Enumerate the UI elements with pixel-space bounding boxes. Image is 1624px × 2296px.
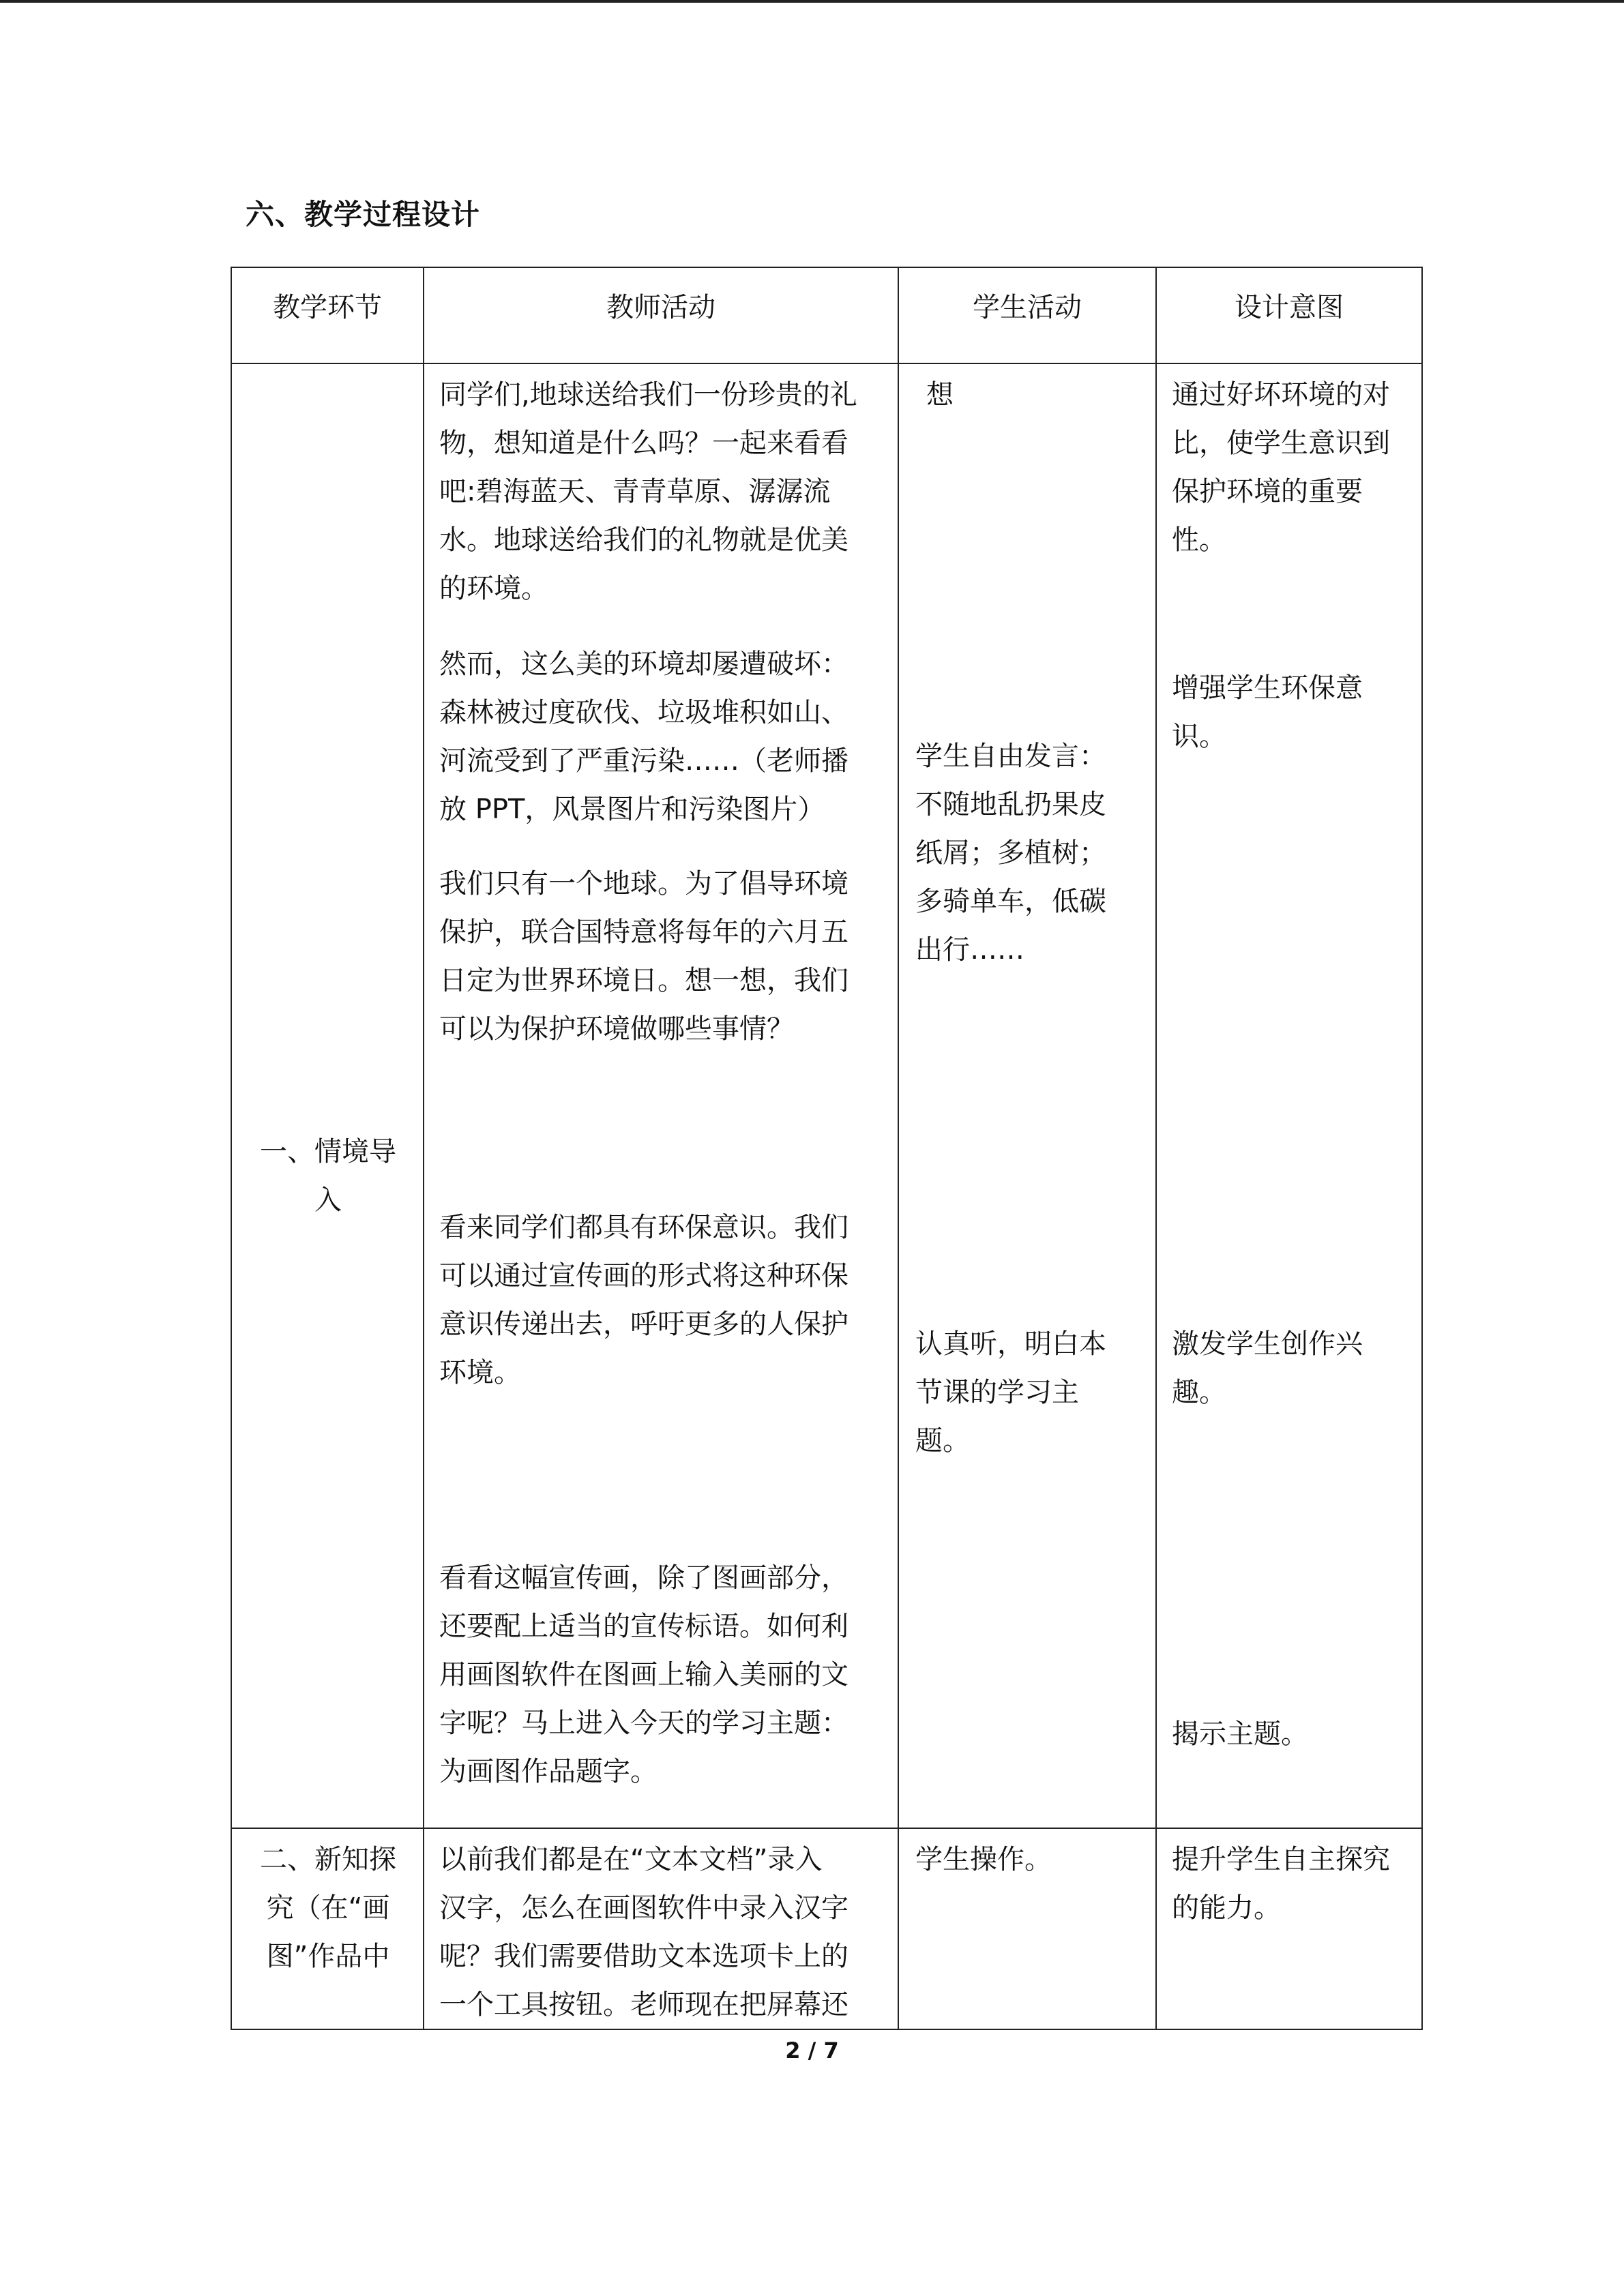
page-top-border [0, 0, 1624, 3]
teacher-paragraph: 以前我们都是在“文本文档”录入 汉字，怎么在画图软件中录入汉字 呢？我们需要借助文本选项卡上的 一个工具按钮。老师现在把屏幕还 [439, 1844, 848, 2021]
teacher-paragraph: 看看这幅宣传画，除了图画部分， 还要配上适当的宣传标语。如何利 用画图软件在图画上输入美丽的文 字呢？马上进入今天的学习主题： 为画图作品题字。 [439, 1562, 848, 1787]
header-teacher-activity: 教师活动 [424, 267, 898, 363]
student-activity-cell [898, 1828, 1156, 2029]
page-number: 2 / 7 [785, 2038, 839, 2063]
student-paragraph: 认真听，明白本 节课的学习主 题。 [915, 1328, 1106, 1457]
stage-label: 二、新知探 究（在“画 图”作品中 [260, 1844, 396, 1972]
stage-cell [231, 363, 424, 1828]
stage-cell [231, 1828, 424, 2029]
teacher-paragraph: 同学们,地球送给我们一份珍贵的礼 物，想知道是什么吗？一起来看看 吧:碧海蓝天、青青草原、潺潺流 水。地球送给我们的礼物就是优美 的环境。 [439, 379, 857, 604]
intent-paragraph: 提升学生自主探究 的能力。 [1172, 1844, 1390, 1924]
teacher-activity-cell [424, 363, 898, 1828]
header-design-intent: 设计意图 [1156, 267, 1422, 363]
design-intent-cell [1156, 363, 1422, 1828]
intent-paragraph: 激发学生创作兴 趣。 [1172, 1328, 1363, 1408]
header-stage: 教学环节 [231, 267, 424, 363]
stage-label: 一、情境导 入 [260, 1136, 396, 1216]
student-paragraph: 学生操作。 [915, 1844, 1052, 1875]
teacher-paragraph: 看来同学们都具有环保意识。我们 可以通过宣传画的形式将这种环保 意识传递出去，呼吁更多的人保护 环境。 [439, 1212, 848, 1388]
table-row [231, 1828, 1422, 2029]
teacher-activity-cell [424, 1828, 898, 2029]
student-activity-cell [898, 363, 1156, 1828]
teacher-paragraph: 然而，这么美的环境却屡遭破坏： 森林被过度砍伐、垃圾堆积如山、 河流受到了严重污染……（老师播 放 PPT，风景图片和污染图片） [439, 648, 848, 825]
table-header-row [231, 267, 1422, 363]
intent-paragraph: 揭示主题。 [1172, 1718, 1308, 1750]
teaching-process-table [231, 267, 1423, 2030]
design-intent-cell [1156, 1828, 1422, 2029]
header-student-activity: 学生活动 [898, 267, 1156, 363]
intent-paragraph: 通过好坏环境的对 比，使学生意识到 保护环境的重要 性。 [1172, 379, 1390, 556]
student-paragraph: 想 [926, 379, 954, 411]
student-paragraph: 学生自由发言： 不随地乱扔果皮 纸屑；多植树； 多骑单车，低碳 出行…… [915, 741, 1106, 966]
teacher-paragraph: 我们只有一个地球。为了倡导环境 保护，联合国特意将每年的六月五 日定为世界环境日。想一想，我们 可以为保护环境做哪些事情？ [439, 868, 848, 1045]
table-row [231, 363, 1422, 1828]
intent-paragraph: 增强学生环保意 识。 [1172, 672, 1363, 752]
section-title: 六、教学过程设计 [246, 198, 481, 231]
